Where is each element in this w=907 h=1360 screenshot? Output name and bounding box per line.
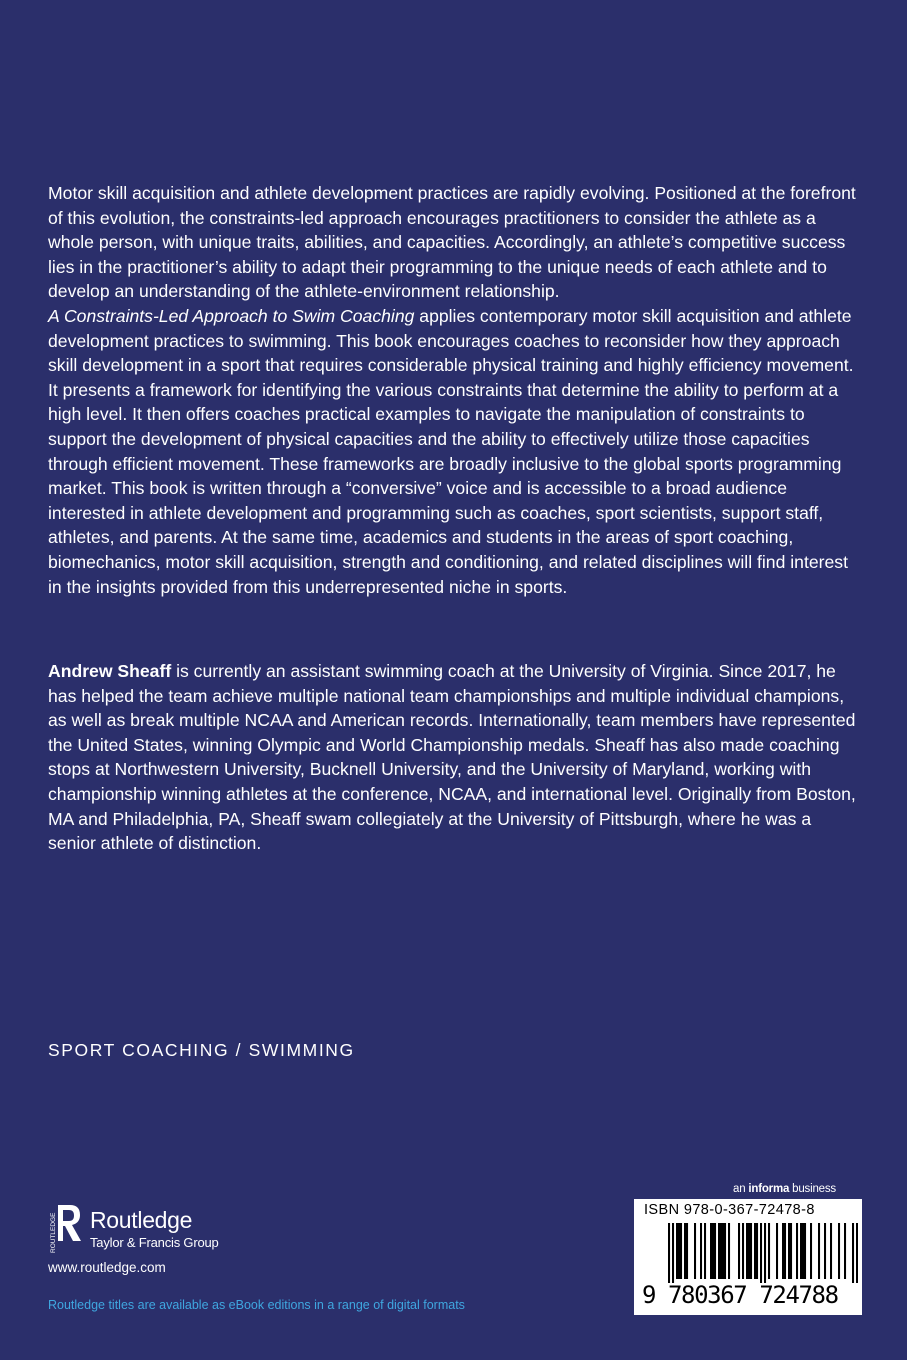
barcode-bar (700, 1223, 702, 1279)
barcode-bar (680, 1223, 682, 1279)
ebook-availability-note: Routledge titles are available as eBook editions in a range of digital formats (48, 1298, 465, 1312)
book-description (48, 181, 860, 599)
barcode-bar (838, 1223, 840, 1279)
author-bio (48, 659, 860, 856)
barcode-bar (800, 1223, 802, 1279)
barcode-icon (668, 1223, 858, 1283)
barcode-bar (704, 1223, 706, 1279)
barcode-digits: 780367 724788 (668, 1281, 838, 1309)
barcode-bar (754, 1223, 756, 1279)
barcode-bar (756, 1223, 758, 1279)
routledge-r-logo-icon (48, 1203, 82, 1255)
barcode-bar (788, 1223, 790, 1279)
barcode-first-digit: 9 (642, 1281, 657, 1309)
isbn-label: ISBN 978-0-367-72478-8 (644, 1202, 815, 1218)
barcode-bar (684, 1223, 686, 1279)
barcode-bar (804, 1223, 806, 1279)
routledge-logo (48, 1203, 228, 1259)
barcode-bar (760, 1223, 762, 1283)
barcode-bar (668, 1223, 670, 1283)
barcode-bar (676, 1223, 678, 1279)
barcode-bar (710, 1223, 712, 1279)
description-part-1: Motor skill acquisition and athlete development practices are rapidly evolving. Positioned at the forefront of this evolution, the constraints-led approach encourages practitioners to consider the athlete as a whole person, with unique traits, abilities, and capacities. Accordingly, an athlete’s competitive success lies in the practitioner’s ability to adapt their programming to the unique needs of each athlete and to develop an understanding of the athlete-environment relationship. (48, 183, 856, 302)
barcode-bar (776, 1223, 778, 1279)
informa-prefix: an (733, 1183, 749, 1195)
publisher-name: Routledge (90, 1207, 193, 1233)
subject-category: SPORT COACHING / SWIMMING (48, 1040, 355, 1060)
book-title-italic: A Constraints-Led Approach to Swim Coaching (48, 305, 415, 326)
barcode-bar (720, 1223, 722, 1279)
barcode-bar (724, 1223, 726, 1279)
barcode-bar (750, 1223, 752, 1279)
barcode-bar (856, 1223, 858, 1283)
barcode-bar (748, 1223, 750, 1279)
barcode-bar (784, 1223, 786, 1279)
informa-bold: informa (748, 1183, 790, 1195)
barcode-bar (802, 1223, 804, 1279)
isbn-barcode-box (634, 1199, 862, 1315)
barcode-bar (678, 1223, 680, 1279)
barcode-bar (742, 1223, 744, 1279)
publisher-group: Taylor & Francis Group (90, 1235, 219, 1250)
barcode-bar (764, 1223, 766, 1283)
barcode-bar (782, 1223, 784, 1279)
barcode-bar (686, 1223, 688, 1279)
author-bio-text: is currently an assistant swimming coach at the University of Virginia. Since 2017, he has helped the team achieve multiple national team championships and multiple individual champions, as well as break multiple NCAA and American records. Internationally, team members have represented the United States, winning Olympic and World Championship medals. Sheaff has also made coaching stops at Northwestern University, Bucknell University, and the University of Maryland, working with championship winning athletes at the conference, NCAA, and international level. Originally from Boston, MA and Philadelphia, PA, Sheaff swam collegiately at the University of Pittsburgh, where he was a senior athlete of distinction. (48, 661, 856, 854)
barcode-bar (694, 1223, 696, 1279)
informa-business-tagline (733, 1183, 836, 1195)
author-name: Andrew Sheaff (48, 661, 172, 681)
barcode-bar (852, 1223, 854, 1283)
barcode-bar (714, 1223, 716, 1279)
barcode-bar (830, 1223, 832, 1279)
informa-suffix: business (789, 1183, 836, 1195)
barcode-bar (768, 1223, 770, 1279)
barcode-bar (738, 1223, 740, 1279)
barcode-bar (712, 1223, 714, 1279)
logo-vertical-text: ROUTLEDGE (50, 1212, 57, 1253)
barcode-bar (818, 1223, 820, 1279)
barcode-bar (796, 1223, 798, 1279)
barcode-bar (672, 1223, 674, 1283)
barcode-bar (728, 1223, 730, 1279)
description-part-2: applies contemporary motor skill acquisition and athlete development practices to swimming. This book encourages coaches to reconsider how they approach skill development in a sport that requires considerable physical training and highly efficiency movement. It presents a framework for identifying the various constraints that determine the ability to perform at a high level. It then offers coaches practical examples to navigate the manipulation of constraints to support the development of physical capacities and the ability to effectively utilize those capacities through efficient movement. These frameworks are broadly inclusive to the global sports programming market. This book is written through a “conversive” voice and is accessible to a broad audience interested in athlete development and programming such as coaches, sport scientists, support staff, athletes, and parents. At the same time, academics and students in the areas of sport coaching, biomechanics, motor skill acquisition, strength and conditioning, and related disciplines will find interest in the insights provided from this underrepresented niche in sports. (48, 305, 854, 597)
barcode-bar (810, 1223, 812, 1279)
barcode-bar (790, 1223, 792, 1279)
barcode-bar (722, 1223, 724, 1279)
publisher-website: www.routledge.com (48, 1260, 166, 1275)
barcode-bar (824, 1223, 826, 1279)
barcode-bar (718, 1223, 720, 1279)
barcode-bar (746, 1223, 748, 1279)
barcode-bar (844, 1223, 846, 1279)
